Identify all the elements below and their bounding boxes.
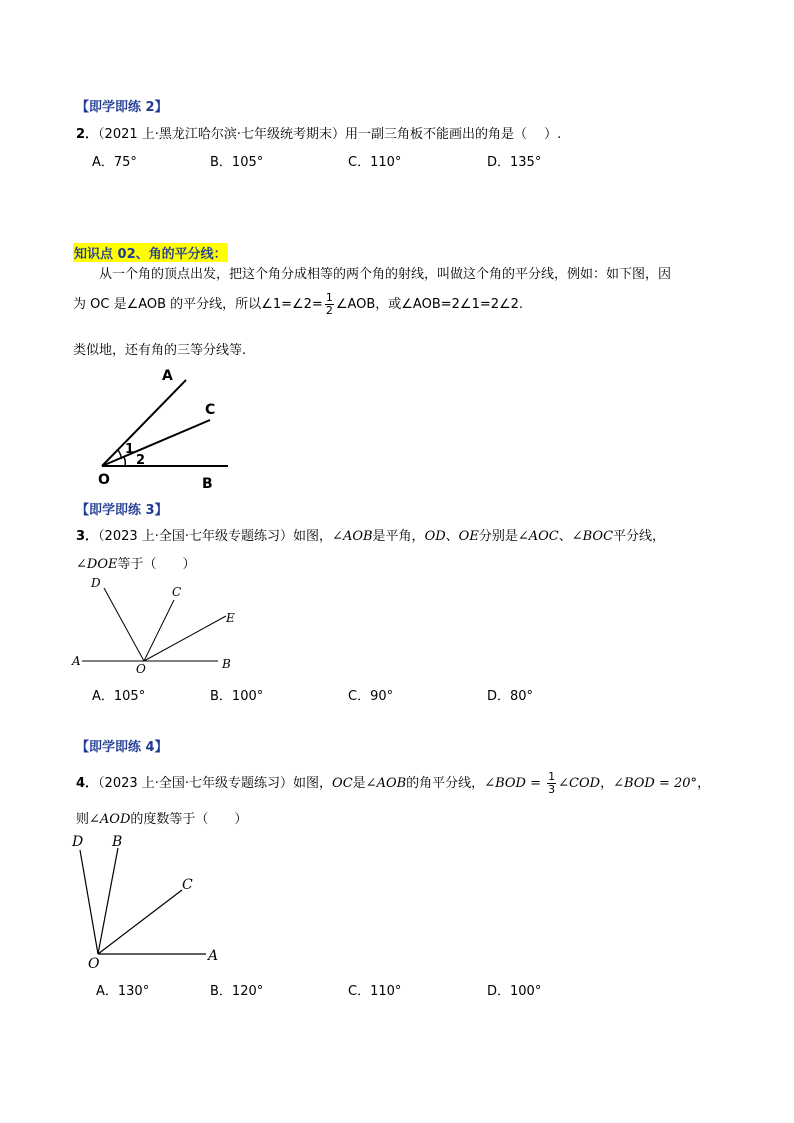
question-4 [76,771,710,796]
knowledge-point-title: 知识点 02、角的平分线： [73,243,228,262]
label-e: E [226,611,235,625]
label-o: O [98,472,110,488]
ray-ob [98,848,118,954]
math-value: = 20° [654,776,698,791]
label-1: 1 [125,442,135,457]
label-a: A [208,948,219,964]
label-c: C [205,402,216,418]
option-b: B．120° [210,984,264,999]
label-d: D [72,834,84,850]
math-doe: ∠DOE [76,557,118,572]
practice-tag-3: 【即学即练 3】 [76,503,168,518]
fraction-numerator: 1 [548,770,556,783]
figure-straight-angle [66,574,246,678]
option-a: A．75° [92,155,137,170]
option-b: B．100° [210,689,264,704]
ray-oc [144,600,174,661]
knowledge-line-2 [73,292,523,317]
fraction-half [325,292,334,317]
option-c: C．110° [348,155,402,170]
label-c: C [172,585,182,599]
label-2: 2 [136,453,146,468]
option-d: D．100° [487,984,542,999]
knowledge-line-3: 类似地，还有角的三等分线等. [73,343,247,358]
label-c: C [182,877,193,893]
option-d: D．135° [487,155,542,170]
stem-text: 分别是 [478,529,518,544]
line2-part-a: 为 OC 是∠AOB 的平分线，所以∠1=∠2= [73,297,323,312]
label-d: D [91,576,101,590]
math-bod: ∠BOD [613,776,655,791]
math-boc: ∠BOC [571,529,614,544]
fraction-numerator: 1 [325,291,333,304]
option-c: C．110° [348,984,402,999]
question-2 [76,123,561,142]
stem-text: 、 [558,529,572,544]
question-source: （2021 上·黑龙江哈尔滨·七年级统考期末） [98,127,346,142]
ray-oe [144,616,226,661]
ray-oc [98,890,182,954]
stem-text: 等于（ ） [117,557,196,572]
math-oc: OC [332,776,353,791]
math-aoc: ∠AOC [517,529,559,544]
stem-text: 则 [76,812,90,827]
label-b: B [202,476,213,492]
math-od: OD [424,529,446,544]
math-cod: ∠COD [558,776,601,791]
angle-arc-2 [124,457,125,466]
stem-text: 是平角， [372,529,425,544]
label-o: O [88,956,100,972]
fraction-denominator: 3 [548,783,556,796]
figure-bisector-oc [66,830,236,975]
practice-tag-4: 【即学即练 4】 [76,740,168,755]
question-3 [76,525,665,544]
math-oe: OE [458,529,479,544]
label-b: B [112,834,123,850]
option-c: C．90° [348,689,394,704]
math-eq: = [525,776,546,791]
stem-text: 的角平分线， [406,776,485,791]
stem-text: ， [697,776,711,791]
line2-part-b: ∠AOB，或∠AOB=2∠1=2∠2. [335,297,524,312]
math-aod: ∠AOD [89,812,131,827]
question-stem: 用一副三角板不能画出的角是（ ）. [345,127,562,142]
math-bod: ∠BOD [484,776,526,791]
stem-text: ， [600,776,614,791]
figure-angle-bisector [90,362,240,492]
stem-text: 如图， [293,776,333,791]
label-a: A [72,654,81,668]
option-d: D．80° [487,689,534,704]
ray-od [104,588,144,661]
option-a: A．105° [92,689,146,704]
practice-tag-2: 【即学即练 2】 [76,100,168,115]
question-source: （2023 上·全国·七年级专题练习） [98,776,294,791]
stem-text: 如图， [293,529,333,544]
question-number: 4． [76,776,99,791]
stem-text: 的度数等于（ ） [130,812,248,827]
math-aob: ∠AOB [365,776,407,791]
question-4-line-2 [76,808,247,827]
ray-oc [102,420,210,466]
label-o: O [136,662,146,676]
math-aob: ∠AOB [332,529,373,544]
label-a: A [162,368,173,384]
stem-text: 、 [445,529,459,544]
question-number: 2． [76,127,99,142]
question-number: 3． [76,529,99,544]
question-source: （2023 上·全国·七年级专题练习） [98,529,294,544]
option-b: B．105° [210,155,264,170]
label-b: B [222,657,231,671]
stem-text: 是 [352,776,366,791]
option-a: A．130° [96,984,150,999]
stem-text: 平分线， [613,529,666,544]
question-3-line-2 [76,553,195,572]
fraction-denominator: 2 [325,304,333,317]
knowledge-line-1: 从一个角的顶点出发，把这个角分成相等的两个角的射线，叫做这个角的平分线，例如：如下图，因 [99,267,672,282]
ray-od [80,850,98,954]
fraction-third [547,771,556,796]
